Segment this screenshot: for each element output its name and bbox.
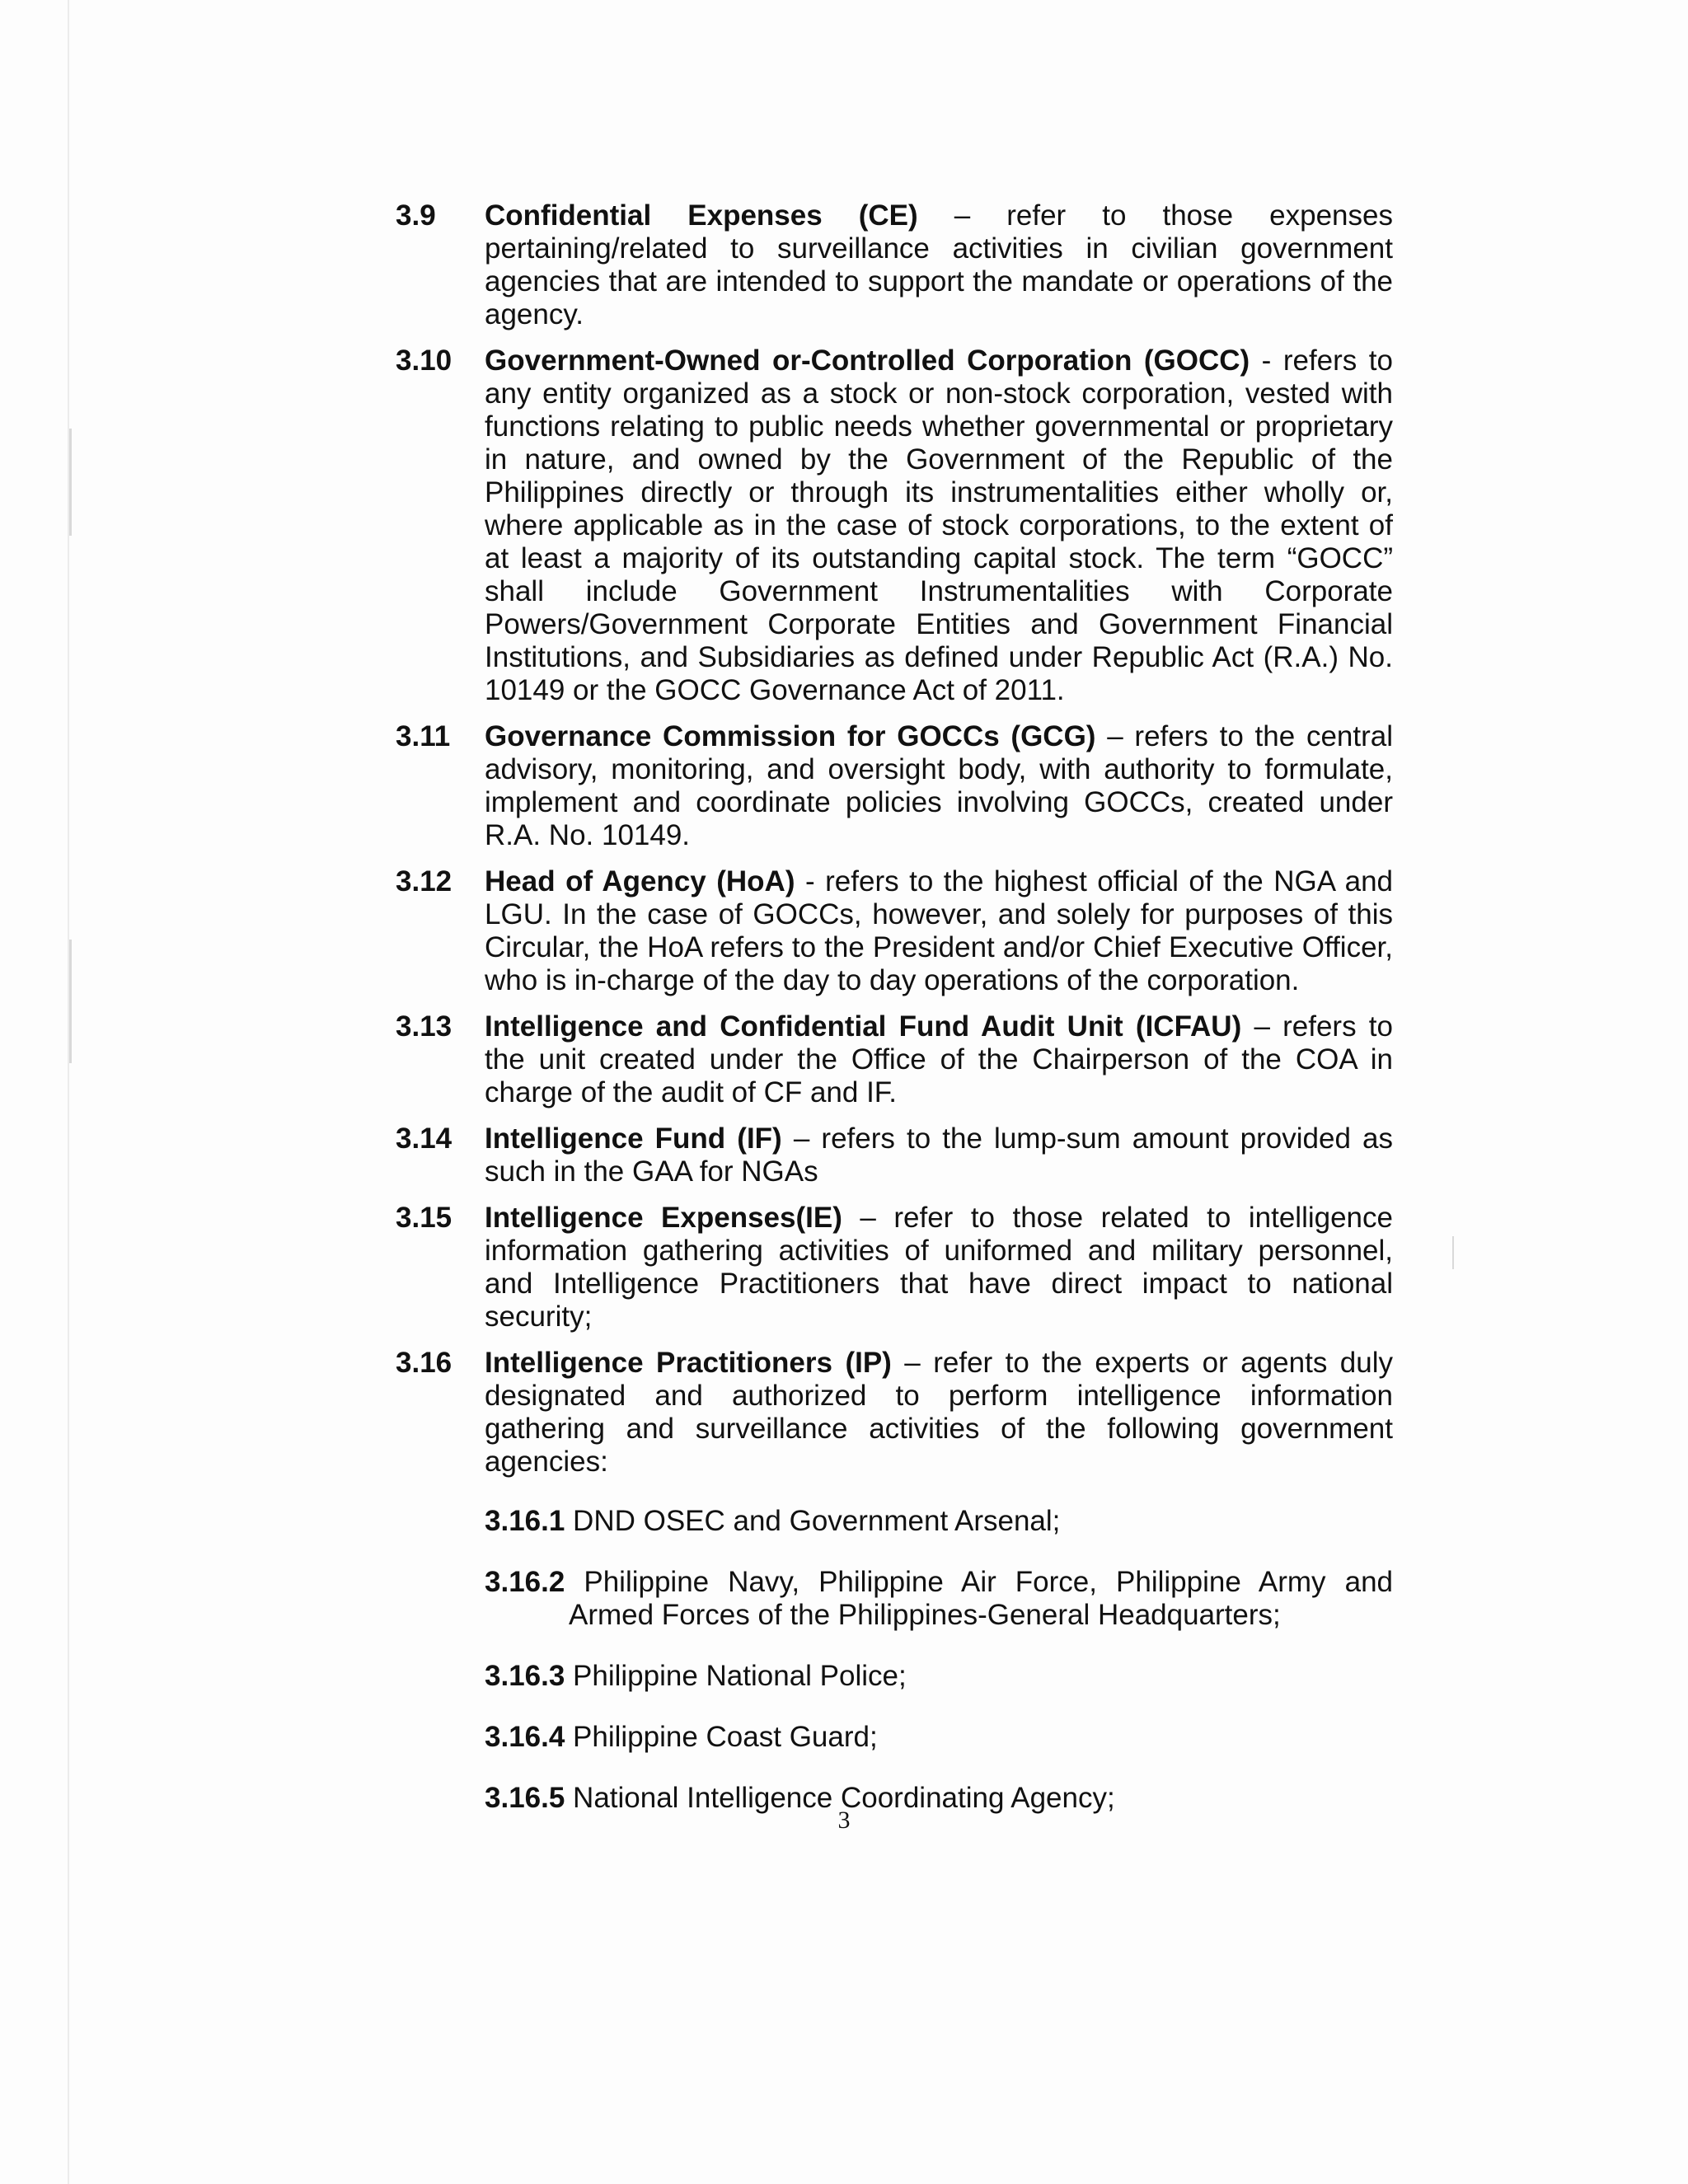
item-number: 3.12: [396, 865, 452, 898]
item-text: – refer to the experts or agents duly designated and authorized to perform intelligence information gathering and surveillance activities of the following government agencies:: [485, 1347, 1393, 1478]
sublist-number: 3.16.3: [485, 1660, 565, 1692]
agency-sublist: [485, 1505, 1393, 1815]
item-term: Intelligence Practitioners (IP): [485, 1347, 892, 1379]
sublist-number: 3.16.2: [485, 1566, 565, 1598]
sublist-text: Philippine Navy, Philippine Air Force, Philippine Army and Armed Forces of the Philippines-General Headquarters;: [565, 1566, 1393, 1631]
item-number: 3.13: [396, 1010, 452, 1043]
item-body: [485, 1202, 1393, 1333]
item-number: 3.10: [396, 344, 452, 377]
definition-item: [396, 344, 1393, 707]
item-text: – refers to the central advisory, monitoring, and oversight body, with authority to formulate, implement and coordinate policies involving GOCCs, created under R.A. No. 10149.: [485, 720, 1393, 851]
scan-mark: [1452, 1236, 1454, 1269]
sublist-number: 3.16.1: [485, 1505, 565, 1537]
item-text: – refers to the unit created under the Office of the Chairperson of the COA in charge of the audit of CF and IF.: [485, 1010, 1393, 1108]
item-body: [485, 865, 1393, 997]
item-text: - refers to the highest official of the NGA and LGU. In the case of GOCCs, however, and solely for purposes of this Circular, the HoA refers to the President and/or Chief Executive Officer, who is in-charge of the day to day operations of the corporation.: [485, 865, 1393, 996]
item-number: 3.14: [396, 1122, 452, 1155]
item-term: Governance Commission for GOCCs (GCG): [485, 720, 1096, 752]
item-body: [485, 344, 1393, 707]
page-number: 3: [837, 1807, 851, 1834]
item-term: Intelligence and Confidential Fund Audit Unit (ICFAU): [485, 1010, 1242, 1043]
sublist-text: Philippine National Police;: [565, 1660, 907, 1692]
item-term: Government-Owned or-Controlled Corporation (GOCC): [485, 344, 1250, 377]
sublist-item: [485, 1566, 1393, 1632]
sublist-item: [485, 1660, 1393, 1693]
item-text: - refers to any entity organized as a stock or non-stock corporation, vested with functions relating to public needs whether governmental or proprietary in nature, and owned by the Government of the Republic of the Philippines directly or through its instrumentalities either wholly or, where applicable as in the case of stock corporations, to the extent of at least a majority of its outstanding capital stock. The term “GOCC” shall include Government Instrumentalities with Corporate Powers/Government Corporate Entities and Government Financial Institutions, and Subsidiaries as defined under Republic Act (R.A.) No. 10149 or the GOCC Governance Act of 2011.: [485, 344, 1393, 706]
item-term: Intelligence Expenses(IE): [485, 1202, 842, 1234]
definition-item: [396, 865, 1393, 997]
item-number: 3.16: [396, 1347, 452, 1379]
definition-item: [396, 1010, 1393, 1109]
item-term: Intelligence Fund (IF): [485, 1122, 782, 1155]
item-body: [485, 1347, 1393, 1479]
item-text: – refer to those expenses pertaining/related to surveillance activities in civilian government agencies that are intended to support the mandate or operations of the agency.: [485, 199, 1393, 330]
item-number: 3.9: [396, 199, 436, 232]
sublist-number: 3.16.5: [485, 1782, 565, 1814]
scan-mark: [69, 429, 72, 536]
sublist-number: 3.16.4: [485, 1721, 565, 1753]
item-text: – refer to those related to intelligence information gathering activities of uniformed and military personnel, and Intelligence Practitioners that have direct impact to national security;: [485, 1202, 1393, 1333]
item-term: Confidential Expenses (CE): [485, 199, 918, 232]
item-number: 3.11: [396, 720, 451, 752]
item-body: [485, 199, 1393, 331]
definition-item: [396, 1202, 1393, 1333]
sublist-text: DND OSEC and Government Arsenal;: [565, 1505, 1061, 1537]
definitions-section: [396, 199, 1393, 1843]
item-body: [485, 1122, 1393, 1188]
item-body: [485, 720, 1393, 852]
sublist-text: National Intelligence Coordinating Agency;: [565, 1782, 1115, 1814]
item-body: [485, 1010, 1393, 1109]
sublist-item: [485, 1505, 1393, 1538]
definition-item: [396, 720, 1393, 852]
sublist-item: [485, 1721, 1393, 1754]
item-number: 3.15: [396, 1202, 452, 1234]
scan-mark: [69, 940, 72, 1063]
definition-item: [396, 1122, 1393, 1188]
sublist-text: Philippine Coast Guard;: [565, 1721, 878, 1753]
item-term: Head of Agency (HoA): [485, 865, 795, 898]
scan-edge: [68, 0, 69, 2184]
item-text: – refers to the lump-sum amount provided as such in the GAA for NGAs: [485, 1122, 1394, 1188]
definition-item: [396, 199, 1393, 331]
definition-item: [396, 1347, 1393, 1479]
